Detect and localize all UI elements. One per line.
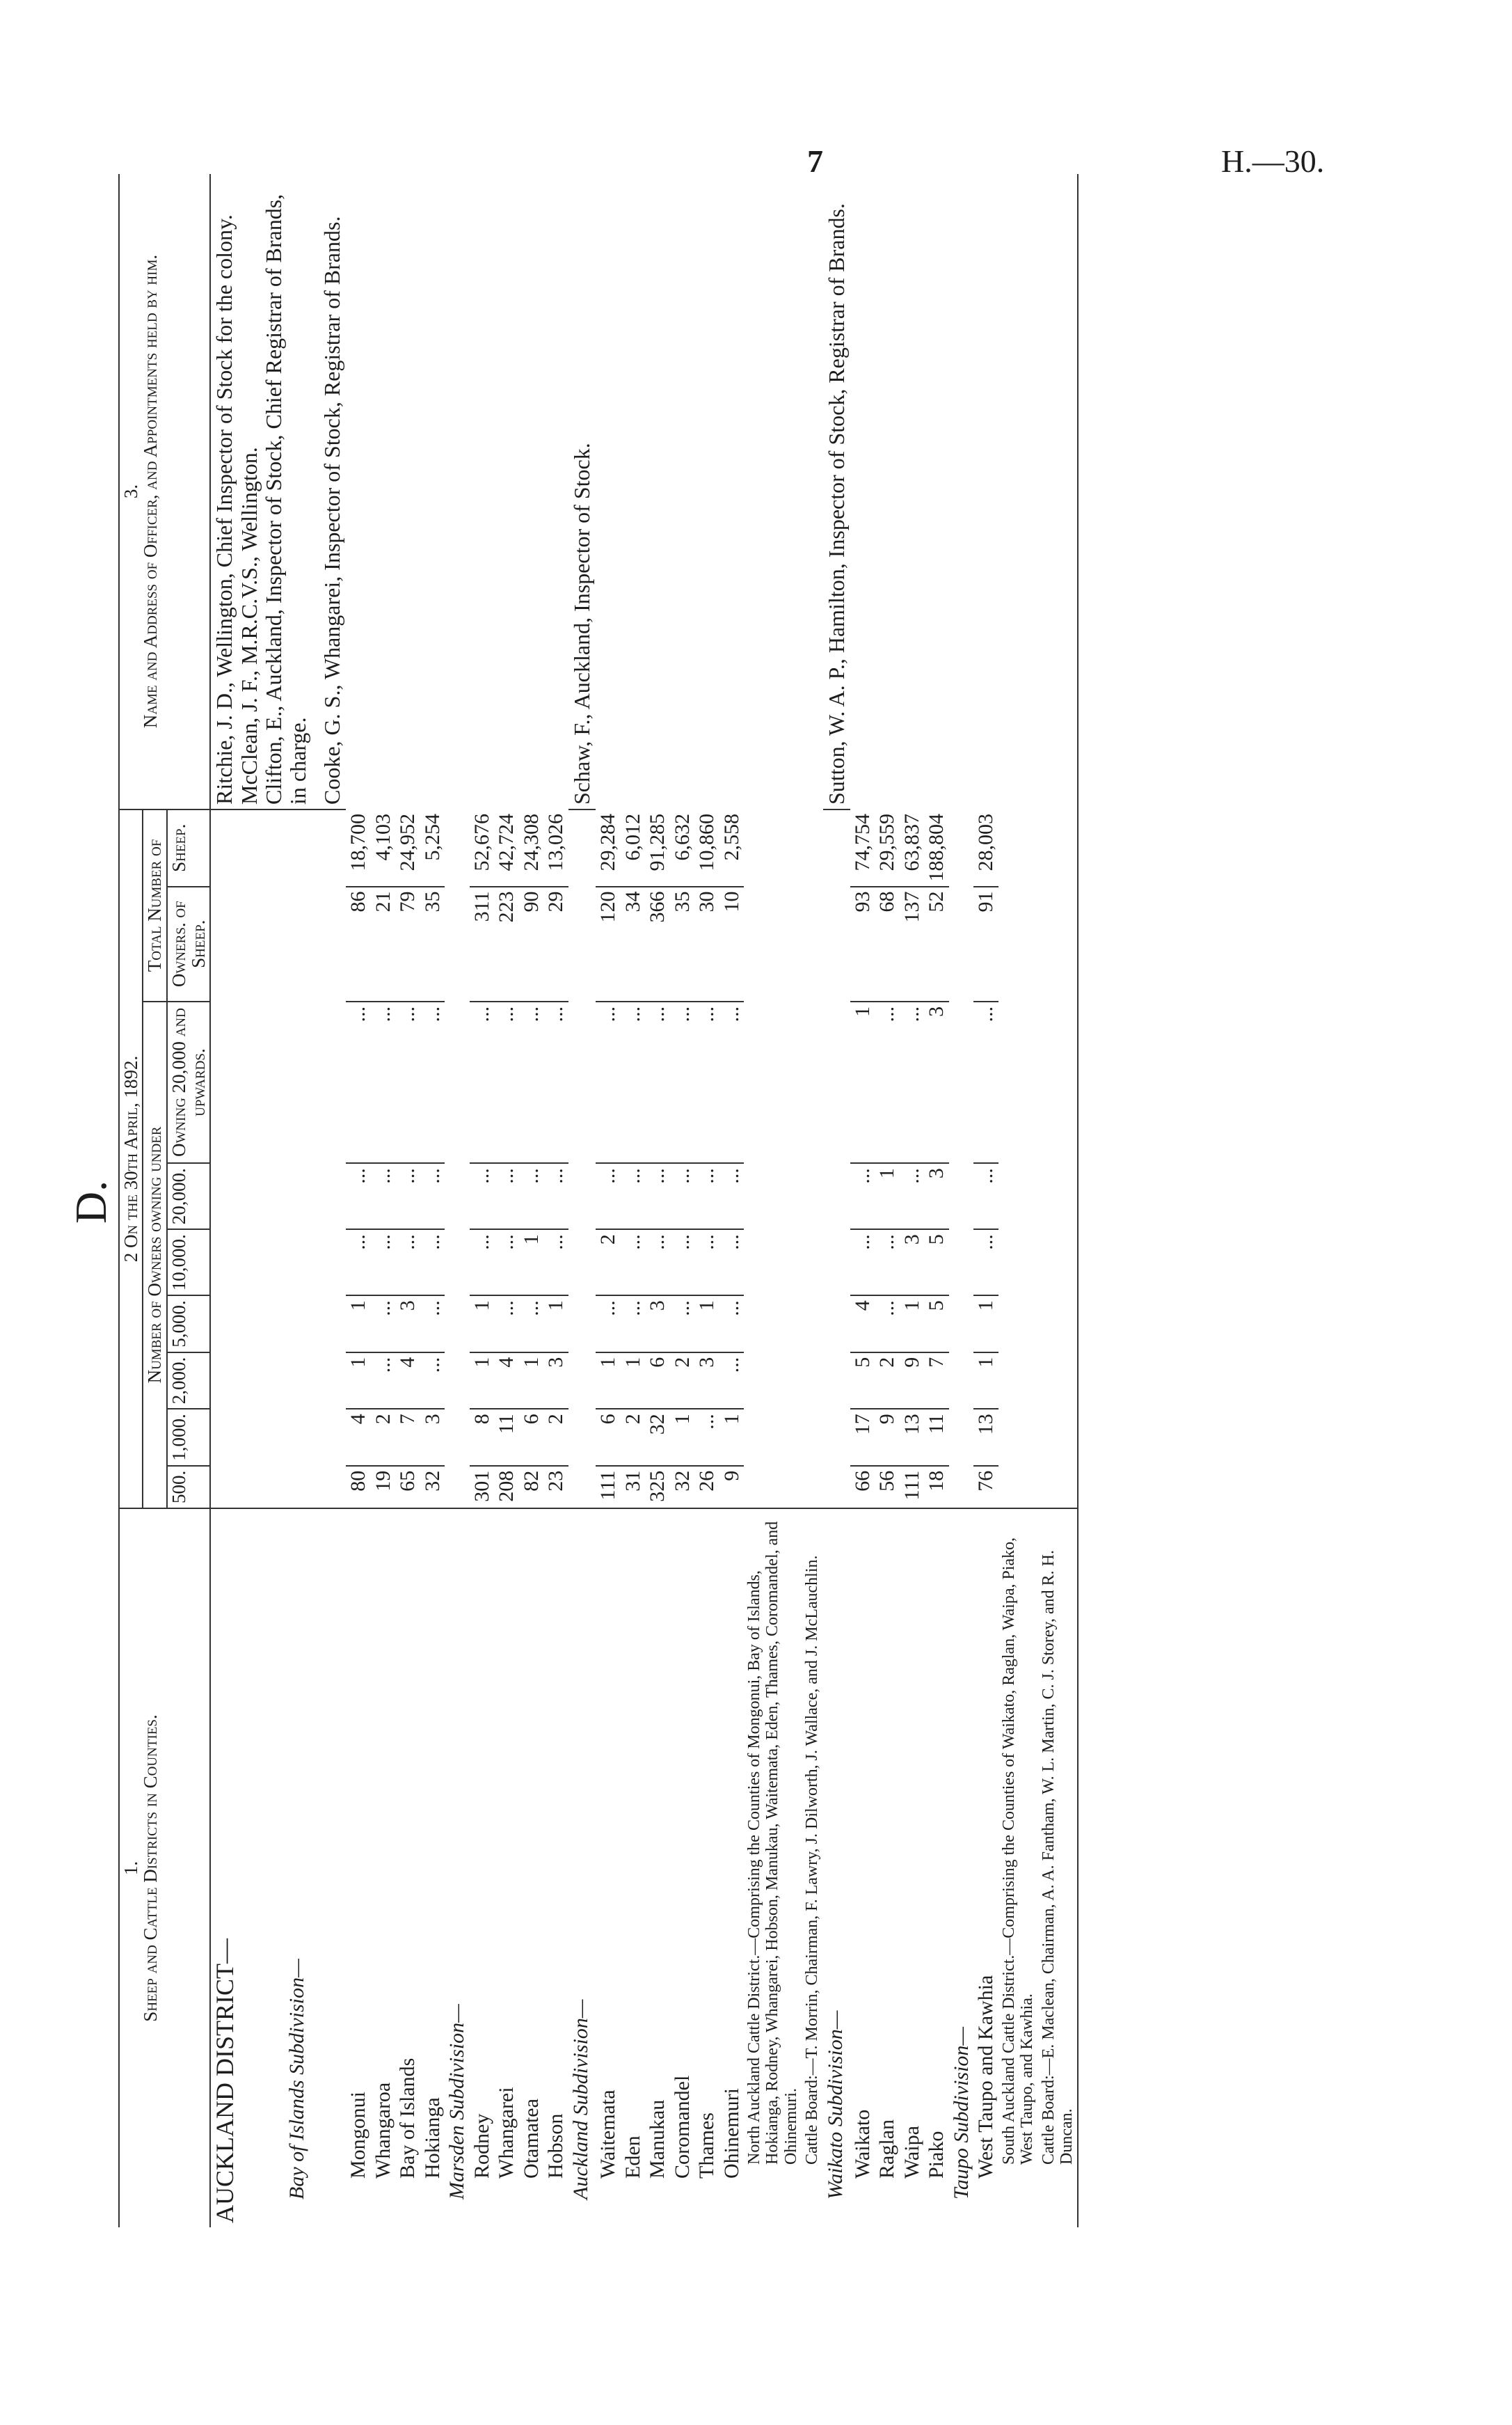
table-row [470, 174, 495, 2227]
cell-c: 5 [850, 1352, 875, 1409]
cell-d: ... [420, 1295, 445, 1352]
cattle-board-note: Cattle Board:—T. Morrin, Chairman, F. Lawry, J. Dilworth, J. Wallace, and J. McLauchlin. [803, 1555, 822, 2165]
cell-o: 79 [395, 887, 420, 1002]
cell-c: ... [371, 1352, 396, 1409]
cell-d: 1 [470, 1295, 495, 1352]
county-name: Otamatea [519, 2099, 543, 2179]
cell-f: ... [694, 1163, 719, 1229]
cell-f: ... [719, 1163, 745, 1229]
district-name: AUCKLAND DISTRICT— [211, 1938, 239, 2223]
cell-s: 2,558 [719, 809, 745, 887]
col2-number: 2 [120, 1252, 141, 1263]
county-name: Mongonui [347, 2091, 370, 2179]
band-10000: 10,000. [167, 1229, 211, 1295]
cell-d: 1 [694, 1295, 719, 1352]
cell-g: ... [519, 1002, 544, 1163]
county-name: Piako [925, 2131, 948, 2179]
officer-2: McClean, J. F., M.R.C.V.S., Wellington. [236, 447, 262, 805]
cell-g: ... [900, 1002, 925, 1163]
cell-b: 2 [543, 1409, 568, 1466]
cell-f: ... [621, 1163, 646, 1229]
cell-g: ... [973, 1002, 998, 1163]
officer-5-cell [568, 174, 596, 809]
cell-a: 19 [371, 1466, 396, 1508]
cell-d: ... [621, 1295, 646, 1352]
county-name: Waipa [900, 2126, 923, 2179]
cell-g: ... [645, 1002, 670, 1163]
owners-under-header: Number of Owners owning under [143, 1002, 166, 1508]
cattle-district-note: North Auckland Cattle District.—Comprising the Counties of Mongonui, Bay of Islands, Hokianga, Rodney, Whangarei, Hobson, Manukau, Waitemata, Eden, Thames, Coromandel, and Ohinemuri. [745, 1521, 800, 2165]
cell-d: 1 [973, 1295, 998, 1352]
cell-c: 1 [596, 1352, 621, 1409]
cell-b: 11 [494, 1409, 519, 1466]
table-row [346, 174, 371, 2227]
cell-g: ... [420, 1002, 445, 1163]
sheep-header: Sheep. [167, 809, 211, 887]
cell-a: 66 [850, 1466, 875, 1508]
officer-1: Ritchie, J. D., Wellington, Chief Inspector of Stock for the colony. [212, 214, 237, 805]
cattle-board-note: Cattle Board:—E. Maclean, Chairman, A. A. Fantham, W. L. Martin, C. J. Storey, and R. H. Duncan. [1039, 1550, 1076, 2165]
table-row [850, 174, 875, 2227]
cell-e: ... [470, 1229, 495, 1295]
cell-o: 91 [973, 887, 998, 1002]
cell-a: 32 [420, 1466, 445, 1508]
cell-d: ... [371, 1295, 396, 1352]
cell-f: ... [973, 1163, 998, 1229]
total-number-header: Total Number of [143, 809, 166, 1002]
cell-e: ... [694, 1229, 719, 1295]
county-name: Hobson [544, 2113, 568, 2179]
cell-g: ... [371, 1002, 396, 1163]
table-row [596, 174, 621, 2227]
cell-s: 28,003 [973, 809, 998, 887]
cell-o: 35 [670, 887, 695, 1002]
cell-e: 2 [596, 1229, 621, 1295]
officer-5: Schaw, F., Auckland, Inspector of Stock. [568, 443, 594, 805]
cell-s: 18,700 [346, 809, 371, 887]
col1-number: 1. [120, 1861, 141, 1876]
cell-c: 4 [395, 1352, 420, 1409]
cell-s: 29,284 [596, 809, 621, 887]
county-name: West Taupo and Kawhia [974, 1975, 998, 2179]
col3-number: 3. [120, 484, 141, 499]
cell-a: 26 [694, 1466, 719, 1508]
cell-g: ... [543, 1002, 568, 1163]
cell-e: ... [543, 1229, 568, 1295]
county-name: Eden [621, 2135, 644, 2179]
cell-c: 1 [346, 1352, 371, 1409]
cell-f: ... [470, 1163, 495, 1229]
band-2000: 2,000. [167, 1352, 211, 1409]
cell-o: 86 [346, 887, 371, 1002]
table-row [621, 174, 646, 2227]
cell-b: 9 [875, 1409, 900, 1466]
cell-o: 30 [694, 887, 719, 1002]
cell-a: 208 [494, 1466, 519, 1508]
cell-g: ... [694, 1002, 719, 1163]
cell-o: 52 [924, 887, 949, 1002]
cell-s: 29,559 [875, 809, 900, 887]
col3-title: Name and Address of Officer, and Appointments held by him. [140, 254, 161, 729]
cell-d: ... [494, 1295, 519, 1352]
cell-d: ... [596, 1295, 621, 1352]
subdivision-heading: Taupo Subdivision— [949, 2026, 973, 2199]
cell-a: 76 [973, 1466, 998, 1508]
cell-e: ... [850, 1229, 875, 1295]
cell-e: ... [875, 1229, 900, 1295]
col1-header [119, 1508, 210, 2227]
officers-block [210, 174, 346, 809]
cell-f: ... [900, 1163, 925, 1229]
officer-6: Sutton, W. A. P., Hamilton, Inspector of Stock, Registrar of Brands. [823, 203, 849, 805]
cell-c: 9 [900, 1352, 925, 1409]
cell-f: 3 [924, 1163, 949, 1229]
page-number: 7 [807, 143, 823, 179]
county-name: Manukau [646, 2099, 669, 2179]
cattle-district-note: South Auckland Cattle District.—Comprising the Counties of Waikato, Raglan, Waipa, Piako, West Taupo, and Kawhia. [999, 1537, 1037, 2165]
cell-e: 1 [519, 1229, 544, 1295]
cell-f: ... [420, 1163, 445, 1229]
cell-c: 2 [670, 1352, 695, 1409]
cell-d: 5 [924, 1295, 949, 1352]
officer-4: Cooke, G. S., Whangarei, Inspector of Stock, Registrar of Brands. [319, 216, 345, 805]
table-row [924, 174, 949, 2227]
cell-s: 6,632 [670, 809, 695, 887]
table-row [645, 174, 670, 2227]
cell-f: ... [670, 1163, 695, 1229]
subdivision-heading: Auckland Subdivision— [568, 1999, 592, 2199]
cell-o: 137 [900, 887, 925, 1002]
cell-e: 3 [900, 1229, 925, 1295]
officer-6-cell [823, 174, 850, 809]
cell-b: ... [694, 1409, 719, 1466]
county-name: Whangarei [495, 2087, 518, 2179]
county-name: Rodney [470, 2113, 493, 2179]
cell-o: 311 [470, 887, 495, 1002]
rotated-table-container [118, 174, 1406, 2227]
cell-c: 3 [694, 1352, 719, 1409]
cell-g: ... [670, 1002, 695, 1163]
cell-a: 325 [645, 1466, 670, 1508]
cell-g: ... [596, 1002, 621, 1163]
cell-f: ... [395, 1163, 420, 1229]
table-row [875, 174, 900, 2227]
section-letter: D. [66, 1180, 116, 1224]
cell-g: ... [395, 1002, 420, 1163]
cell-c: 1 [519, 1352, 544, 1409]
cell-e: ... [395, 1229, 420, 1295]
cell-b: 3 [420, 1409, 445, 1466]
county-name: Whangaroa [371, 2082, 395, 2179]
col2-header [119, 809, 143, 1508]
band-20000: 20,000. [167, 1163, 211, 1229]
cell-a: 301 [470, 1466, 495, 1508]
table-row [395, 174, 420, 2227]
cell-a: 32 [670, 1466, 695, 1508]
cell-d: 3 [395, 1295, 420, 1352]
subdivision-heading: Waikato Subdivision— [823, 2010, 847, 2199]
cell-g: ... [875, 1002, 900, 1163]
county-name: Bay of Islands [396, 2057, 420, 2179]
cell-b: 8 [470, 1409, 495, 1466]
cell-s: 24,308 [519, 809, 544, 887]
cell-e: ... [719, 1229, 745, 1295]
cell-o: 223 [494, 887, 519, 1002]
cell-e: ... [371, 1229, 396, 1295]
cell-s: 5,254 [420, 809, 445, 887]
cell-e: ... [420, 1229, 445, 1295]
cell-a: 82 [519, 1466, 544, 1508]
cell-f: ... [645, 1163, 670, 1229]
cell-b: 2 [621, 1409, 646, 1466]
owners-of-sheep-header: Owners. of Sheep. [167, 887, 211, 1002]
table-row [519, 174, 544, 2227]
stock-returns-table [118, 174, 1079, 2227]
cell-s: 10,860 [694, 809, 719, 887]
table-row [719, 174, 745, 2227]
county-name: Waitemata [596, 2090, 619, 2179]
cell-e: ... [973, 1229, 998, 1295]
cell-g: ... [470, 1002, 495, 1163]
cell-s: 42,724 [494, 809, 519, 887]
cell-a: 31 [621, 1466, 646, 1508]
cell-b: 1 [719, 1409, 745, 1466]
table-row [371, 174, 396, 2227]
cell-o: 120 [596, 887, 621, 1002]
cell-f: ... [494, 1163, 519, 1229]
cell-e: ... [670, 1229, 695, 1295]
cell-f: ... [596, 1163, 621, 1229]
county-name: Waikato [850, 2109, 874, 2179]
cell-g: ... [346, 1002, 371, 1163]
cell-b: 2 [371, 1409, 396, 1466]
officer-3: Clifton, E., Auckland, Inspector of Stock, Chief Registrar of Brands, in charge. [260, 193, 310, 805]
cell-a: 111 [900, 1466, 925, 1508]
cell-e: ... [645, 1229, 670, 1295]
county-name: Thames [695, 2112, 718, 2179]
cell-o: 93 [850, 887, 875, 1002]
cell-f: 1 [875, 1163, 900, 1229]
cell-e: 5 [924, 1229, 949, 1295]
cell-s: 188,804 [924, 809, 949, 887]
cell-c: 4 [494, 1352, 519, 1409]
cell-b: 1 [670, 1409, 695, 1466]
county-name: Ohinemuri [719, 2088, 743, 2179]
cell-d: ... [875, 1295, 900, 1352]
cell-o: 366 [645, 887, 670, 1002]
cell-s: 24,952 [395, 809, 420, 887]
cell-b: 13 [973, 1409, 998, 1466]
cell-c: 2 [875, 1352, 900, 1409]
table-row [900, 174, 925, 2227]
cell-d: ... [519, 1295, 544, 1352]
band-5000: 5,000. [167, 1295, 211, 1352]
band-500: 500. [167, 1466, 211, 1508]
cell-c: 7 [924, 1352, 949, 1409]
cell-o: 34 [621, 887, 646, 1002]
cell-o: 90 [519, 887, 544, 1002]
cell-a: 65 [395, 1466, 420, 1508]
cell-a: 111 [596, 1466, 621, 1508]
cell-c: 1 [470, 1352, 495, 1409]
band-1000: 1,000. [167, 1409, 211, 1466]
cell-o: 68 [875, 887, 900, 1002]
cell-s: 91,285 [645, 809, 670, 887]
cell-f: ... [346, 1163, 371, 1229]
cell-a: 18 [924, 1466, 949, 1508]
cell-b: 4 [346, 1409, 371, 1466]
cell-o: 10 [719, 887, 745, 1002]
cell-b: 7 [395, 1409, 420, 1466]
cell-s: 52,676 [470, 809, 495, 887]
cell-a: 80 [346, 1466, 371, 1508]
table-row [694, 174, 719, 2227]
cell-g: 1 [850, 1002, 875, 1163]
cell-a: 23 [543, 1466, 568, 1508]
cell-d: 3 [645, 1295, 670, 1352]
subdivision-heading: Bay of Islands Subdivision— [285, 1959, 308, 2199]
cell-g: ... [621, 1002, 646, 1163]
table-row [420, 174, 445, 2227]
cell-o: 35 [420, 887, 445, 1002]
cell-b: 17 [850, 1409, 875, 1466]
county-name: Hokianga [420, 2097, 444, 2179]
cell-f: ... [850, 1163, 875, 1229]
cell-e: ... [621, 1229, 646, 1295]
cell-c: 1 [621, 1352, 646, 1409]
county-name: Coromandel [670, 2075, 694, 2179]
cell-o: 21 [371, 887, 396, 1002]
cell-c: ... [420, 1352, 445, 1409]
cell-o: 29 [543, 887, 568, 1002]
table-row [973, 174, 998, 2227]
cell-f: ... [519, 1163, 544, 1229]
cell-s: 6,012 [621, 809, 646, 887]
cell-s: 13,026 [543, 809, 568, 887]
cell-d: ... [719, 1295, 745, 1352]
cell-b: 32 [645, 1409, 670, 1466]
cell-f: ... [371, 1163, 396, 1229]
cell-a: 9 [719, 1466, 745, 1508]
cell-d: 1 [346, 1295, 371, 1352]
cell-d: 4 [850, 1295, 875, 1352]
cell-s: 74,754 [850, 809, 875, 887]
cell-b: 6 [596, 1409, 621, 1466]
cell-b: 13 [900, 1409, 925, 1466]
subdivision-heading: Marsden Subdivision— [445, 2004, 469, 2199]
cell-e: ... [494, 1229, 519, 1295]
cell-c: 1 [973, 1352, 998, 1409]
cell-s: 63,837 [900, 809, 925, 887]
cell-c: 6 [645, 1352, 670, 1409]
cell-e: ... [346, 1229, 371, 1295]
col1-title: Sheep and Cattle Districts in Counties. [140, 1714, 161, 2022]
cell-d: 1 [900, 1295, 925, 1352]
county-name: Raglan [875, 2119, 899, 2179]
col2-title: On the 30th April, 1892. [120, 1055, 141, 1248]
cell-b: 6 [519, 1409, 544, 1466]
cell-d: ... [670, 1295, 695, 1352]
cell-a: 56 [875, 1466, 900, 1508]
cell-g: ... [494, 1002, 519, 1163]
cell-f: ... [543, 1163, 568, 1229]
band-upwards: Owning 20,000 and upwards. [167, 1002, 211, 1163]
table-row [670, 174, 695, 2227]
col3-header [119, 174, 210, 809]
cell-s: 4,103 [371, 809, 396, 887]
cell-b: 11 [924, 1409, 949, 1466]
cell-g: 3 [924, 1002, 949, 1163]
cell-g: ... [719, 1002, 745, 1163]
cell-c: 3 [543, 1352, 568, 1409]
cell-d: 1 [543, 1295, 568, 1352]
table-row [543, 174, 568, 2227]
document-reference: H.—30. [1221, 143, 1325, 179]
table-row [494, 174, 519, 2227]
cell-c: ... [719, 1352, 745, 1409]
